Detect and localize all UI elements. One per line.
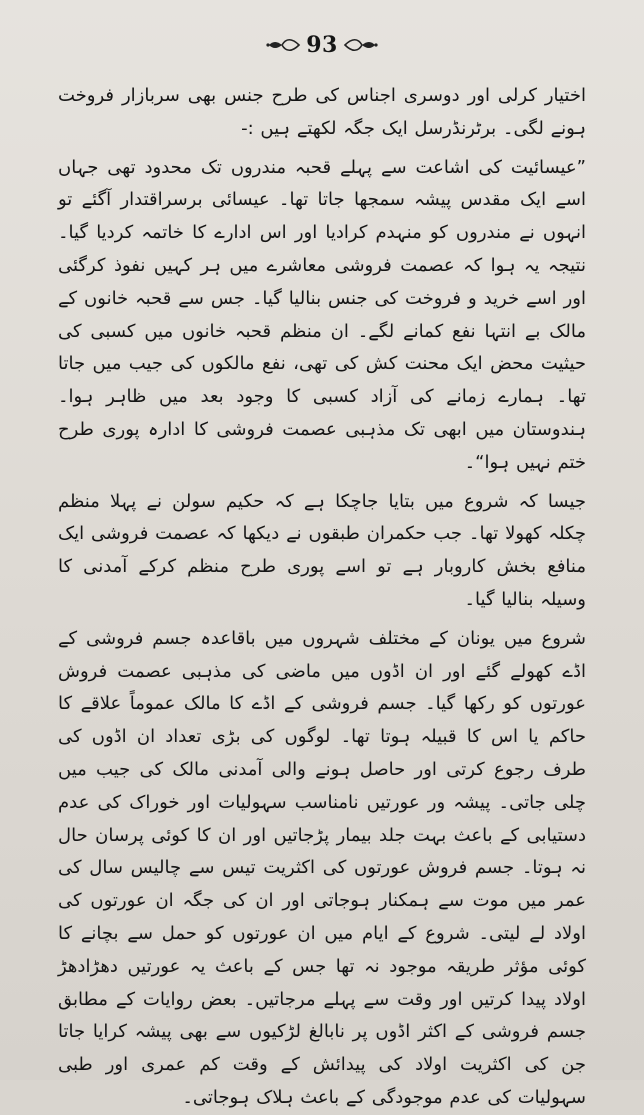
left-ornament-icon bbox=[266, 36, 300, 54]
page-header bbox=[58, 28, 586, 62]
paragraph-1: اختیار کرلی اور دوسری اجناس کی طرح جنس بھی سربازار فروخت ہونے لگی۔ برٹرنڈرسل ایک جگہ لکھتے ہیں :- bbox=[58, 85, 586, 139]
paragraph-3: جیسا کہ شروع میں بتایا جاچکا ہے کہ حکیم سولن نے پہلا منظم چکلہ کھولا تھا۔ جب حکمران طبقوں نے دیکھا کہ عصمت فروشی ایک منافع بخش کاروبار ہے تو اسے پوری طرح منظم کرکے آمدنی کا وسیلہ بنالیا گیا۔ bbox=[58, 490, 586, 610]
quote-paragraph: ”عیسائیت کی اشاعت سے پہلے قحبہ مندروں تک محدود تھی جہاں اسے ایک مقدس پیشہ سمجھا جاتا تھا۔ عیسائی برسراقتدار آگئے تو انہوں نے مندروں کو منہدم کرادیا اور اس ادارے کا خاتمہ کردیا گیا۔ نتیجہ یہ ہوا کہ عصمت فروشی معاشرے میں ہر کہیں نفوذ کرگئی اور اسے خرید و فروخت کی جنس بنالیا گیا۔ جس سے قحبہ خانوں کے مالک بے انتہا نفع کمانے لگے۔ ان منظم قحبہ خانوں میں کسبی کی حیثیت محض ایک محنت کش کی تھی، نفع مالکوں کی جیب میں جاتا تھا۔ ہمارے زمانے کی آزاد کسبی کا وجود بعد میں ظاہر ہوا۔ ہندوستان میں ابھی تک مذہبی عصمت فروشی کا ادارہ پوری طرح ختم نہیں ہوا“۔ bbox=[58, 156, 586, 473]
right-ornament-icon bbox=[344, 36, 378, 54]
page-body bbox=[58, 80, 586, 1115]
page-number: 93 bbox=[306, 32, 338, 58]
paragraph-4: شروع میں یونان کے مختلف شہروں میں باقاعدہ جسم فروشی کے اڈے کھولے گئے اور ان اڈوں میں ماضی کی مذہبی عصمت فروش عورتوں کو رکھا گیا۔ جسم فروشی کے اڈے کا مالک عموماً علاقے کا حاکم یا اس کا قبیلہ ہوتا تھا۔ لوگوں کی بڑی تعداد ان اڈوں کی طرف رجوع کرتی اور حاصل ہونے والی آمدنی مالک کی جیب میں چلی جاتی۔ پیشہ ور عورتیں نامناسب سہولیات اور خوراک کی عدم دستیابی کے باعث بہت جلد بیمار پڑجاتیں اور ان کا کوئی پرسان حال نہ ہوتا۔ جسم فروش عورتوں کی اکثریت تیس سے چالیس سال کی عمر میں موت سے ہمکنار ہوجاتی اور ان کی جگہ ان عورتوں کی اولاد لے لیتی۔ شروع کے ایام میں ان عورتوں کو حمل سے بچانے کا کوئی مؤثر طریقہ موجود نہ تھا جس کے باعث یہ عورتیں دھڑادھڑ اولاد پیدا کرتیں اور وقت سے پہلے مرجاتیں۔ بعض روایات کے مطابق جسم فروشی کے اکثر اڈوں پر نابالغ لڑکیوں سے بھی پیشہ کرایا جاتا جن کی اکثریت اولاد کی پیدائش کے وقت کم عمری اور طبی سہولیات کی عدم موجودگی کے باعث ہلاک ہوجاتی۔ bbox=[58, 627, 586, 1108]
